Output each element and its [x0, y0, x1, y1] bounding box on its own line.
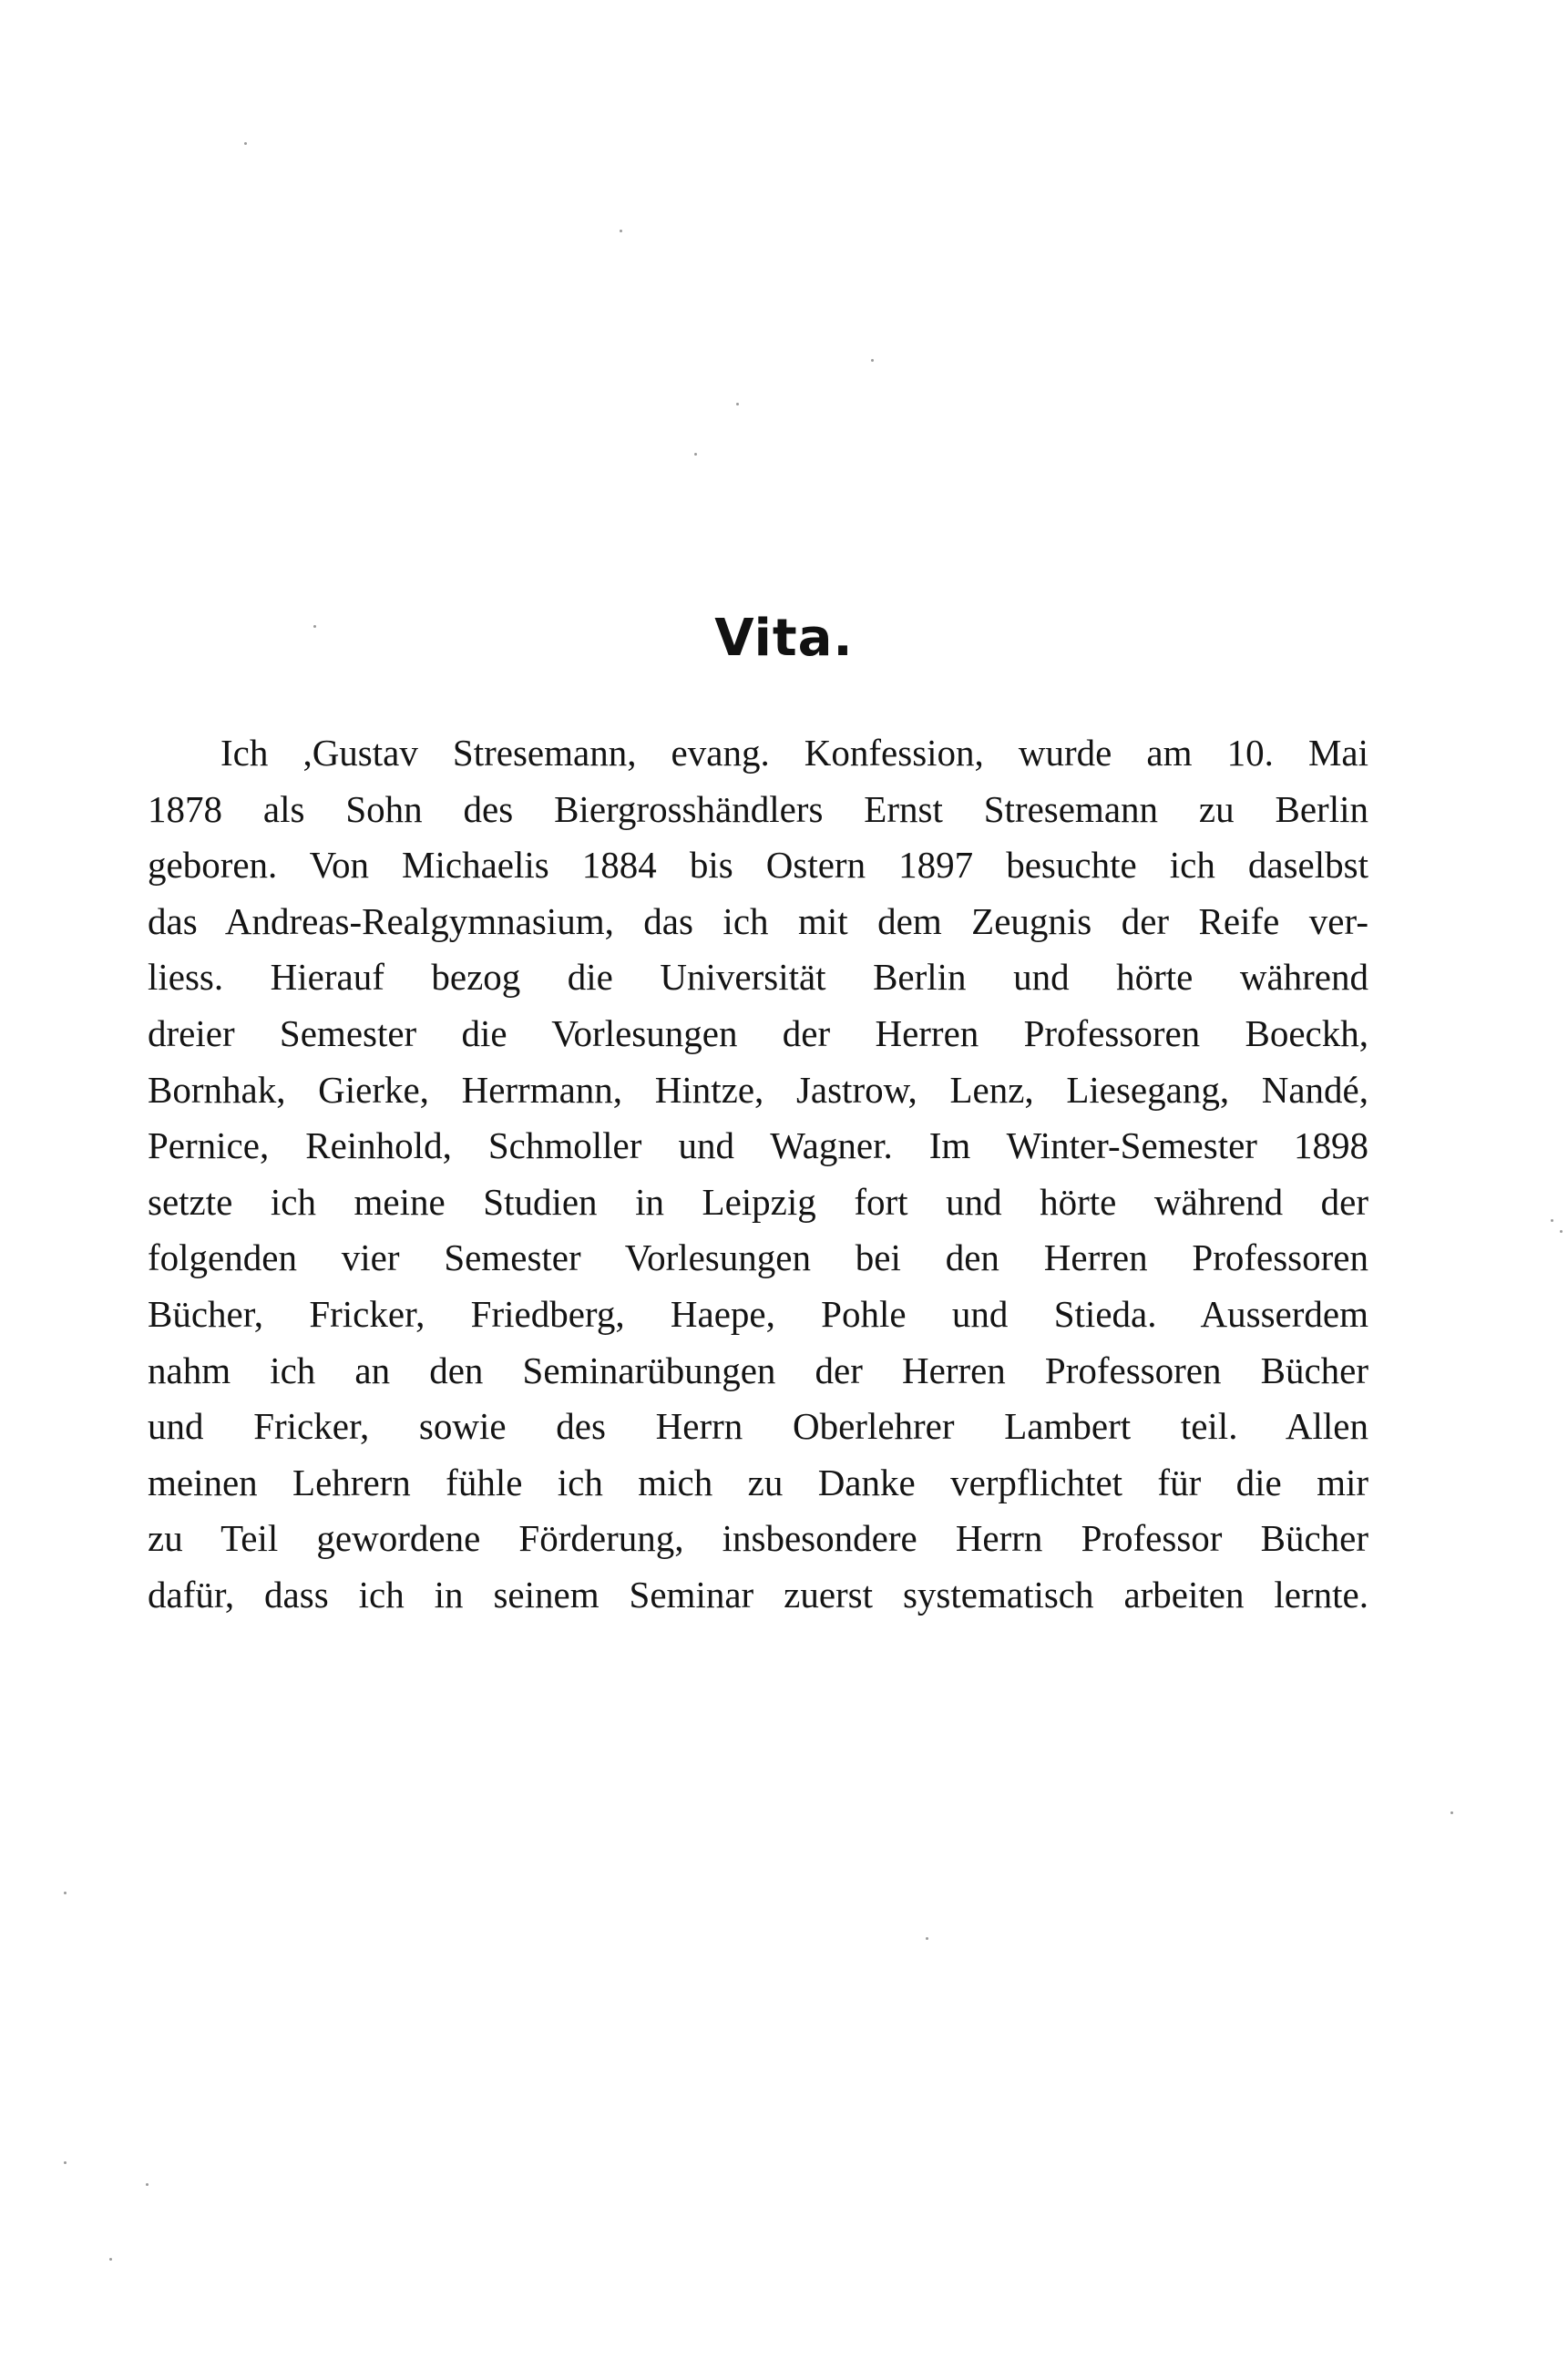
- text-line: meinen Lehrern fühle ich mich zu Danke verpflichtet für die mir: [148, 1461, 1368, 1503]
- text-line: liess. Hierauf bezog die Universität Berlin und hörte während: [148, 956, 1368, 999]
- text-line: nahm ich an den Seminarübungen der Herren Professoren Bücher: [148, 1349, 1368, 1391]
- scan-speck: [109, 2258, 112, 2261]
- scan-speck: [313, 625, 316, 628]
- text-line: folgenden vier Semester Vorlesungen bei den Herren Professoren: [148, 1236, 1368, 1279]
- scan-speck: [64, 1892, 67, 1894]
- scan-speck: [926, 1937, 928, 1940]
- text-line: Bornhak, Gierke, Herrmann, Hintze, Jastrow, Lenz, Liesegang, Nandé,: [148, 1068, 1368, 1111]
- scan-speck: [1560, 1230, 1563, 1233]
- text-line: geboren. Von Michaelis 1884 bis Ostern 1897 besuchte ich daselbst: [148, 844, 1368, 887]
- scan-speck: [620, 230, 622, 232]
- scan-speck: [871, 359, 874, 362]
- scan-speck: [694, 453, 697, 456]
- scan-speck: [64, 2161, 67, 2164]
- scan-speck: [1450, 1811, 1453, 1814]
- text-line: Bücher, Fricker, Friedberg, Haepe, Pohle und Stieda. Ausserdem: [148, 1292, 1368, 1335]
- text-line: dreier Semester die Vorlesungen der Herren Professoren Boeckh,: [148, 1011, 1368, 1054]
- text-line: dafür, dass ich in seinem Seminar zuerst systematisch arbeiten lernte.: [148, 1573, 1368, 1616]
- scan-speck: [244, 142, 247, 145]
- text-line: setzte ich meine Studien in Leipzig fort und hörte während der: [148, 1180, 1368, 1223]
- text-line: Ich ,Gustav Stresemann, evang. Konfession, wurde am 10. Mai: [220, 732, 1368, 774]
- text-line: das Andreas-Realgymnasium, das ich mit dem Zeugnis der Reife ver-: [148, 899, 1368, 942]
- scan-speck: [736, 403, 739, 405]
- text-line: 1878 als Sohn des Biergrosshändlers Ernst Stresemann zu Berlin: [148, 787, 1368, 830]
- scan-speck: [146, 2183, 149, 2186]
- page-title: Vita.: [714, 609, 854, 668]
- text-line: und Fricker, sowie des Herrn Oberlehrer Lambert teil. Allen: [148, 1405, 1368, 1448]
- vita-paragraph: [148, 725, 1368, 1624]
- text-line: zu Teil gewordene Förderung, insbesondere Herrn Professor Bücher: [148, 1517, 1368, 1560]
- text-line: Pernice, Reinhold, Schmoller und Wagner. Im Winter-Semester 1898: [148, 1124, 1368, 1167]
- scan-speck: [1551, 1219, 1553, 1222]
